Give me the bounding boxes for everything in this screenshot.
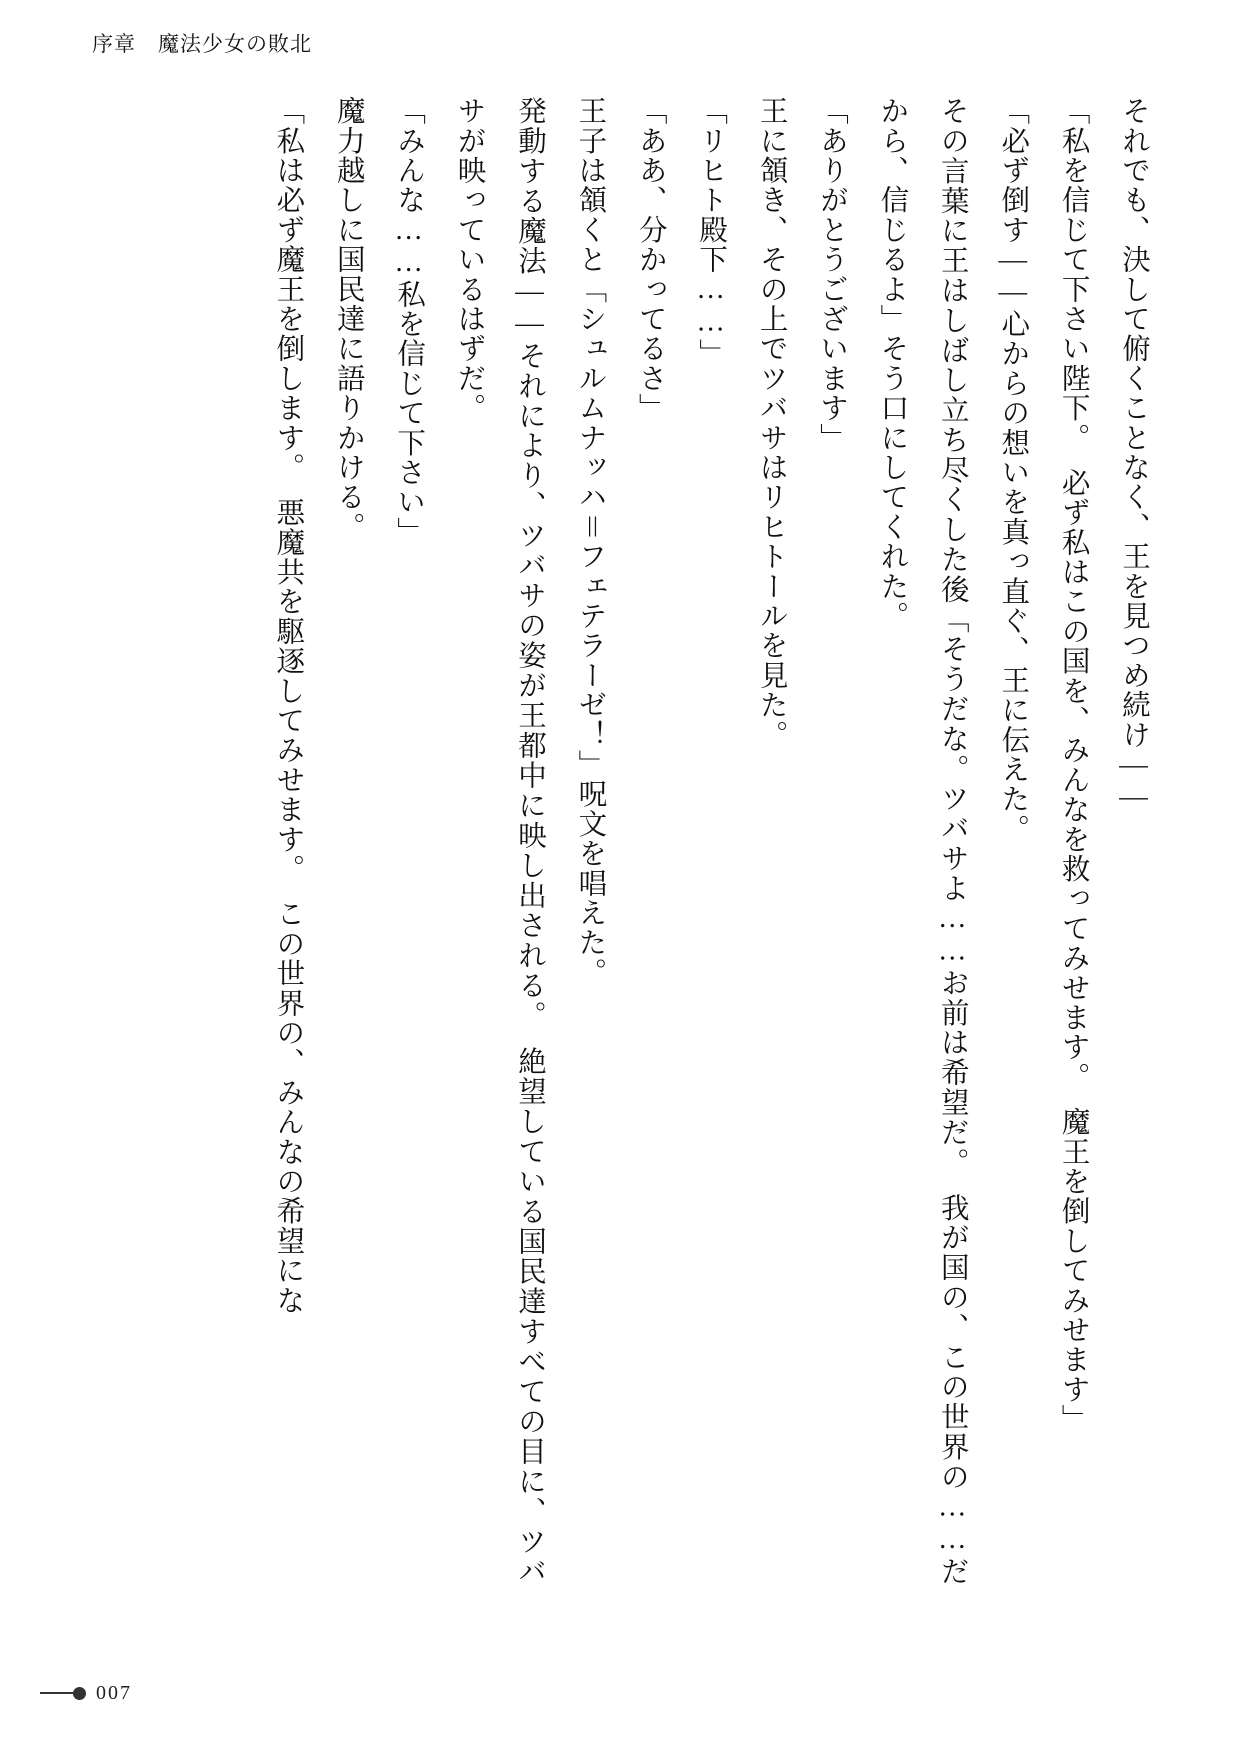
body-text-block [163,96,1163,1586]
paragraph: 「みんな……私を信じて下さい」 [393,96,425,547]
paragraph: 「必ず倒す――心からの想いを真っ直ぐ、王に伝えた。 [997,96,1029,844]
paragraph: 「私を信じて下さい陛下。 必ず私はこの国を、みんなを救ってみせます。 魔王を倒してみせます」 [1057,96,1089,1434]
paragraph: その言葉に王はしばし立ち尽くした後「そうだな。ツバサよ……お前は希望だ。 我が国の、この世界の……だから、信じるよ」そう口にしてくれた。 [876,96,968,1586]
paragraph: 「リヒト殿下……」 [695,96,727,369]
paragraph: 王子は頷くと「シュルムナッハ＝フェテラーゼ！」呪文を唱えた。 [574,96,606,987]
paragraph: 魔力越しに国民達に語りかける。 [332,96,364,542]
paragraph: 「ありがとうございます」 [815,96,847,453]
page-footer [40,1681,132,1705]
paragraph: 王に頷き、その上でツバサはリヒトールを見た。 [755,96,787,750]
paragraph: それでも、決して俯くことなく、王を見つめ続け―― [1118,96,1149,814]
page-number: 007 [96,1681,132,1704]
paragraph: 「ああ、分かってるさ」 [634,96,666,423]
running-header: 序章 魔法少女の敗北 [92,32,312,56]
bullet-icon [73,1687,86,1700]
paragraph: 発動する魔法――それにより、ツバサの姿が王都中に映し出される。 絶望している国民達すべての目に、ツバサが映っているはずだ。 [453,96,545,1586]
footer-rule-decoration [40,1692,74,1694]
paragraph: 「私は必ず魔王を倒します。 悪魔共を駆逐してみせます。 この世界の、みんなの希望にな [272,96,304,1315]
